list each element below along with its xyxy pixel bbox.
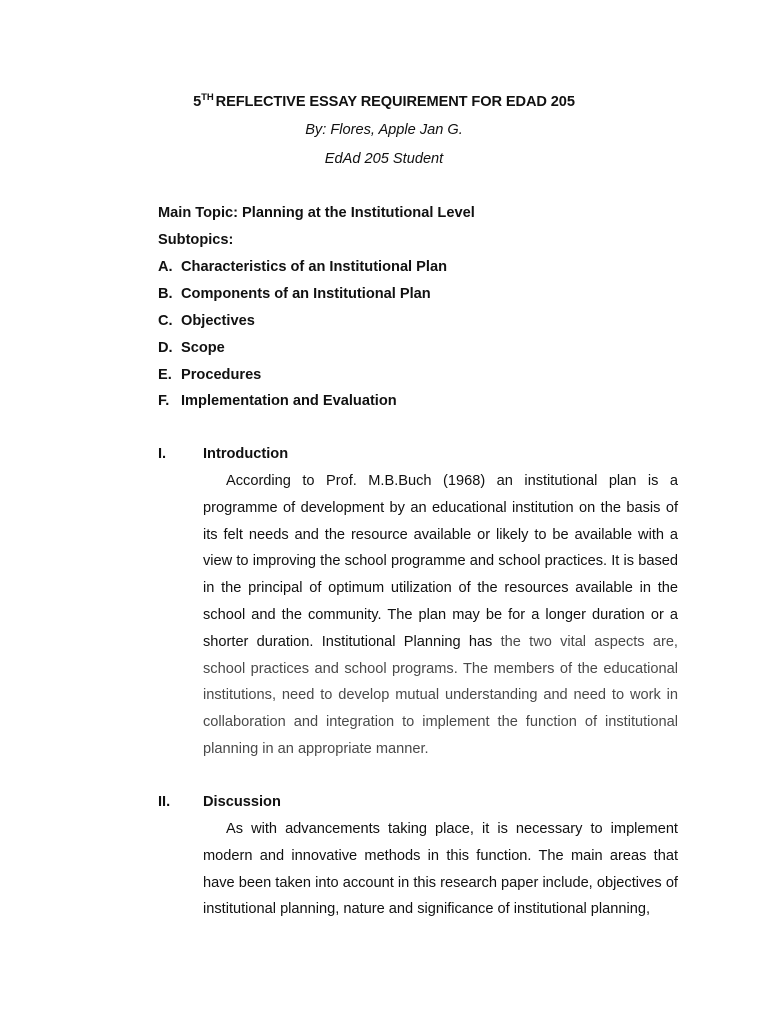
subtopic-item: [158, 313, 255, 329]
subtopic-text: Scope: [181, 340, 225, 356]
title-number: 5: [193, 94, 202, 110]
subtopic-text: Implementation and Evaluation: [181, 393, 397, 409]
subtopic-text: Components of an Institutional Plan: [181, 286, 431, 302]
title-text: REFLECTIVE ESSAY REQUIREMENT FOR EDAD 205: [215, 94, 575, 110]
subtopic-text: Objectives: [181, 313, 255, 329]
subtopic-letter: F.: [158, 393, 170, 409]
introduction-text-gray: the two vital aspects are, school practices and school programs. The members of the educational institutions, need to develop mutual understanding and need to work in collaboration and integration to implement the function of institutional planning in an appropriate manner.: [203, 633, 678, 757]
subtopic-item: [158, 393, 397, 409]
essay-title: [0, 92, 768, 110]
introduction-text: According to Prof. M.B.Buch (1968) an institutional plan is a programme of development by an educational institution on the basis of its felt needs and the resource available or likely to be available with a view to improving the school programme and school practices. It is based in the principal of optimum utilization of the resources available in the school and the community. The plan may be for a longer duration or a shorter duration. Institutional Planning has: [203, 473, 678, 650]
subtopic-item: [158, 259, 447, 275]
section-heading-introduction: Introduction: [203, 446, 289, 462]
subtopic-letter: C.: [158, 313, 173, 329]
subtopics-label: Subtopics:: [158, 232, 234, 248]
subtopic-item: [158, 340, 225, 356]
section-heading-discussion: Discussion: [203, 794, 281, 810]
title-superscript: TH: [201, 92, 214, 103]
section-number: I.: [158, 446, 167, 462]
subtopic-text: Characteristics of an Institutional Plan: [181, 259, 447, 275]
author-line: By: Flores, Apple Jan G.: [305, 122, 463, 138]
subtopic-letter: B.: [158, 286, 173, 302]
subtopic-letter: D.: [158, 340, 173, 356]
role-line: EdAd 205 Student: [324, 151, 444, 167]
discussion-paragraph: [203, 816, 678, 923]
main-topic: Main Topic: Planning at the Institutional Level: [158, 205, 475, 221]
subtopic-letter: E.: [158, 367, 172, 383]
discussion-text: As with advancements taking place, it is necessary to implement modern and innovative methods in this function. The main areas that have been taken into account in this research paper include, objectives of institutional planning, nature and significance of institutional planning,: [203, 821, 678, 918]
introduction-paragraph: [203, 468, 678, 763]
subtopic-item: [158, 286, 431, 302]
subtopic-text: Procedures: [181, 367, 262, 383]
subtopic-letter: A.: [158, 259, 173, 275]
section-number: II.: [158, 794, 171, 810]
subtopic-item: [158, 367, 261, 383]
